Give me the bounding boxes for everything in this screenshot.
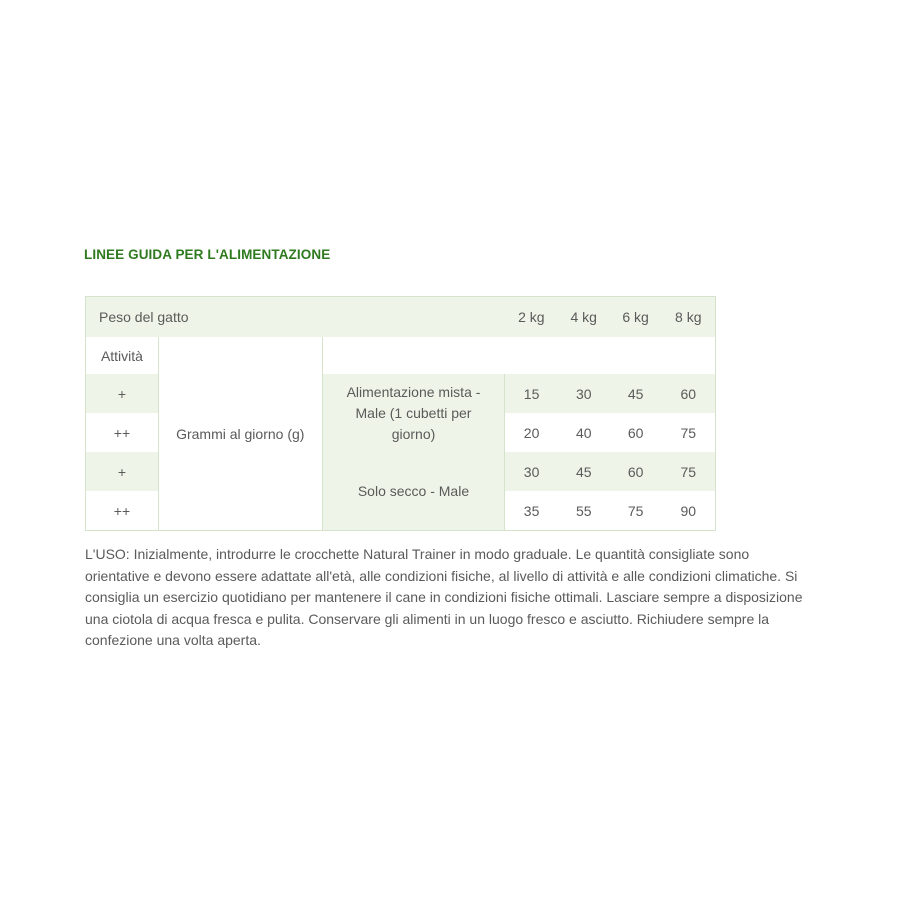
grams-value: 75 [662,413,716,452]
activity-row [86,337,716,374]
grams-value: 60 [610,452,662,491]
grams-value: 45 [558,452,610,491]
feeding-group-label: Solo secco - Male [322,452,505,531]
weight-header: 6 kg [622,309,649,325]
grams-value: 35 [505,491,558,531]
grams-value: 55 [558,491,610,531]
activity-label: Attività [86,337,159,374]
weight-header: 8 kg [675,309,702,325]
usage-instructions: L'USO: Inizialmente, introdurre le crocchette Natural Trainer in modo graduale. Le quantità consigliate sono orientative e devono essere adattate all'età, alle condizioni fisiche, al livello di attività e alle condizioni climatiche. Si consiglia un esercizio quotidiano per mantenere il cane in condizioni fisiche ottimali. Lasciare sempre a disposizione una ciotola di acqua fresca e pulita. Conservare gli alimenti in un luogo fresco e asciutto. Richiudere sempre la confezione una volta aperta. [85,546,803,649]
feeding-group-label: Alimentazione mista - Male (1 cubetti per giorno) [322,374,505,452]
activity-level: ++ [86,491,159,531]
grams-value: 75 [662,452,716,491]
activity-level: + [86,452,159,491]
activity-level: ++ [86,413,159,452]
weight-header: 2 kg [518,309,545,325]
grams-value: 45 [610,374,662,413]
feeding-guidelines-table [85,296,716,531]
weight-label: Peso del gatto [99,309,189,325]
activity-level: + [86,374,159,413]
empty-cell [322,337,715,374]
grams-value: 90 [662,491,716,531]
grams-value: 40 [558,413,610,452]
grams-value: 60 [610,413,662,452]
table-header-row [86,297,716,338]
grams-value: 20 [505,413,558,452]
grams-value: 30 [558,374,610,413]
grams-value: 60 [662,374,716,413]
page-title: LINEE GUIDA PER L'ALIMENTAZIONE [84,247,331,262]
grams-value: 75 [610,491,662,531]
grams-value: 30 [505,452,558,491]
weight-header: 4 kg [570,309,597,325]
grams-label: Grammi al giorno (g) [158,337,322,531]
grams-value: 15 [505,374,558,413]
